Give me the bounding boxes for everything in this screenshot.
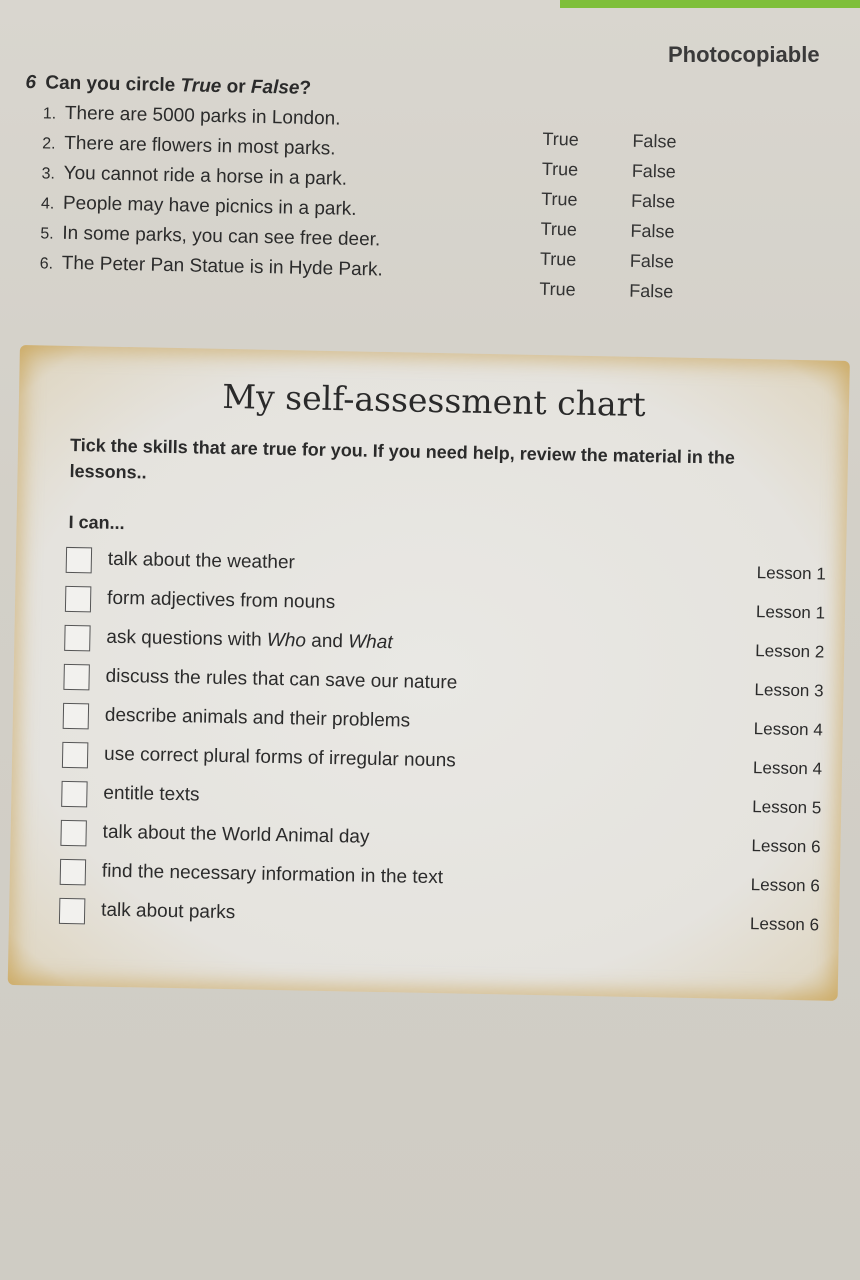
self-assessment-card [8,345,850,1001]
skill-checkbox[interactable] [63,703,89,729]
skill-label: form adjectives from nouns [106,587,336,614]
statement-text: In some parks, you can see free deer. [62,222,381,251]
skill-label: use correct plural forms of irregular nouns [103,743,456,772]
statement [43,102,341,130]
instructions: Tick the skills that are true for you. If you need help, review the material in the lessons.. [69,434,736,483]
lesson-label: Lesson 4 [753,719,823,740]
statement-number: 6. [39,255,54,273]
skill-checkbox[interactable] [60,859,86,885]
true-option[interactable]: True [540,188,578,210]
title-part: or [221,76,252,98]
skill-checkbox[interactable] [66,547,92,573]
title-part: Can you circle [45,72,181,97]
false-option[interactable]: False [629,250,675,272]
skill-label: entitle texts [103,782,200,806]
lesson-label: Lesson 6 [750,875,820,896]
true-option[interactable]: True [540,218,578,240]
true-option[interactable]: True [539,278,576,300]
exercise-title [25,72,311,100]
statement-text: People may have picnics in a park. [62,192,357,220]
statement [42,132,336,160]
false-option[interactable]: False [630,220,675,242]
skill-italic-who: Who [266,629,307,652]
i-can-heading: I can... [68,511,125,534]
skill-label: describe animals and their problems [104,704,411,732]
statement-number: 5. [40,225,54,243]
skill-checkbox[interactable] [62,742,88,768]
false-option[interactable]: False [632,130,677,152]
statement-number: 3. [41,165,56,183]
statement-text: You cannot ride a horse in a park. [63,162,348,190]
title-true-word: True [180,75,222,98]
statement-text: The Peter Pan Statue is in Hyde Park. [61,252,383,281]
statement-number: 1. [42,105,57,123]
statement [40,252,383,281]
skill-label: talk about the weather [107,548,296,574]
title-part: ? [299,77,312,99]
exercise-number: 6 [25,71,37,94]
skill-label [106,627,393,654]
false-option[interactable]: False [630,190,676,212]
skill-checkbox[interactable] [65,586,91,612]
title-false-word: False [250,76,300,99]
false-option[interactable]: False [629,280,674,302]
statement [40,222,380,251]
statement-text: There are 5000 parks in London. [64,102,341,130]
statement [41,162,347,190]
lesson-label: Lesson 4 [752,758,823,779]
photocopiable-label: Photocopiable [668,42,820,67]
skill-checkbox[interactable] [64,625,90,651]
skill-label: talk about the World Animal day [102,821,370,848]
skill-checkbox[interactable] [63,664,89,690]
lesson-label: Lesson 1 [756,563,826,584]
skill-checkbox[interactable] [61,781,87,807]
skill-label: talk about parks [100,899,236,924]
lesson-label: Lesson 6 [749,914,820,935]
lesson-label: Lesson 3 [754,680,824,701]
lesson-label: Lesson 5 [752,797,822,818]
statement [41,192,357,221]
skill-text-part: and [305,630,349,653]
statement-text: There are flowers in most parks. [64,132,336,160]
lesson-label: Lesson 1 [755,602,826,623]
skill-italic-what: What [348,631,393,654]
skill-text-part: ask questions with [106,626,268,651]
top-color-strip [560,0,860,8]
statement-number: 4. [40,195,55,213]
skill-checkbox[interactable] [60,820,86,846]
skill-label: discuss the rules that can save our nature [105,665,458,694]
skill-checkbox[interactable] [59,898,85,924]
true-option[interactable]: True [542,128,580,150]
lesson-label: Lesson 6 [751,836,821,857]
false-option[interactable]: False [631,160,677,182]
lesson-label: Lesson 2 [755,641,825,662]
skill-label: find the necessary information in the text [101,860,444,889]
true-option[interactable]: True [539,248,577,270]
true-option[interactable]: True [541,158,579,180]
chart-title: My self-assessment chart [221,376,647,425]
statement-number: 2. [42,135,56,153]
exercise-6 [21,60,846,337]
